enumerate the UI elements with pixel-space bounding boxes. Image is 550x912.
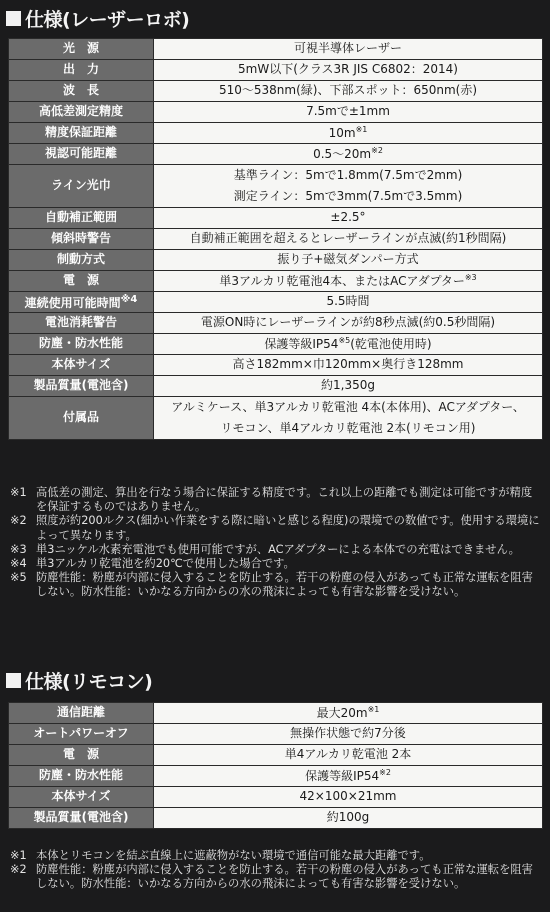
spec-row xyxy=(9,250,543,271)
spec-label-text: 本体サイズ xyxy=(51,357,111,372)
spec-row xyxy=(9,292,543,313)
spec-row xyxy=(9,102,543,123)
spec-value xyxy=(154,229,543,250)
spec-label-text: 防塵・防水性能 xyxy=(38,336,123,351)
spec-label-text: 精度保証距離 xyxy=(44,125,117,140)
spec-table-remote xyxy=(8,702,543,829)
spec-label-text: 製品質量(電池含) xyxy=(33,810,129,825)
spec-value-line: 測定ライン：5mで3mm(7.5mで3.5mm) xyxy=(233,189,463,203)
spec-value xyxy=(154,808,543,829)
spec-value xyxy=(154,745,543,766)
footnote-mark: ※2 xyxy=(10,514,27,528)
spec-row xyxy=(9,703,543,724)
spec-row xyxy=(9,334,543,355)
spec-label-text: 波 長 xyxy=(62,83,99,98)
spec-value-line: リモコン、単4アルカリ乾電池 2本(リモコン用) xyxy=(220,421,476,435)
spec-value-text: 自動補正範囲を超えるとレーザーラインが点滅(約1秒間隔) xyxy=(189,231,507,246)
footnote xyxy=(10,557,540,571)
spec-value-text: 約1,350g xyxy=(321,378,375,393)
spec-value xyxy=(154,60,543,81)
spec-label-text: 傾斜時警告 xyxy=(50,231,111,246)
spec-label xyxy=(9,39,154,60)
spec-value-text: 無操作状態で約7分後 xyxy=(290,726,406,741)
spec-label-text: 電池消耗警告 xyxy=(44,315,117,330)
spec-label-text: 製品質量(電池含) xyxy=(33,378,129,393)
spec-label xyxy=(9,397,154,440)
spec-value-line: アルミケース、単3アルカリ乾電池 4本(本体用)、ACアダプター、 xyxy=(171,400,525,414)
spec-label xyxy=(9,334,154,355)
footnote xyxy=(10,863,540,891)
spec-value xyxy=(154,355,543,376)
footnote-text: 本体とリモコンを結ぶ直線上に遮蔽物がない環境で通信可能な最大距離です。 xyxy=(36,849,431,862)
footnote xyxy=(10,486,540,514)
spec-value-text: 振り子+磁気ダンパー方式 xyxy=(277,252,419,267)
footnote xyxy=(10,849,540,863)
spec-value-footnote-ref: ※2 xyxy=(379,767,391,777)
spec-value-text: 7.5mで±1mm xyxy=(306,104,390,119)
spec-label xyxy=(9,745,154,766)
spec-label-text: 光 源 xyxy=(62,41,99,56)
spec-value-footnote-ref: ※5 xyxy=(338,335,351,345)
section-title-remote xyxy=(6,666,152,694)
spec-value xyxy=(154,376,543,397)
spec-value-text: 単3アルカリ乾電池4本、またはACアダプター xyxy=(219,273,465,288)
spec-label xyxy=(9,808,154,829)
spec-value-text: 510～538nm(緑)、下部スポット：650nm(赤) xyxy=(218,83,478,98)
spec-value-text: 単4アルカリ乾電池 2本 xyxy=(284,747,412,762)
section-title-laser-robo xyxy=(6,4,189,32)
spec-value-text: 電源ON時にレーザーラインが約8秒点滅(約0.5秒間隔) xyxy=(200,315,496,330)
spec-value xyxy=(154,787,543,808)
spec-value-text: 可視半導体レーザー xyxy=(293,41,402,56)
spec-row xyxy=(9,397,543,440)
spec-value xyxy=(154,334,543,355)
spec-value xyxy=(154,271,543,292)
spec-label-text: 付属品 xyxy=(62,410,99,425)
spec-label xyxy=(9,165,154,208)
footnotes-laser-robo xyxy=(10,486,540,600)
spec-row xyxy=(9,724,543,745)
spec-value-text: ±2.5° xyxy=(330,210,366,225)
spec-label xyxy=(9,208,154,229)
spec-value-footnote-ref: ※2 xyxy=(371,145,383,155)
spec-label xyxy=(9,229,154,250)
footnote xyxy=(10,571,540,599)
spec-value xyxy=(154,102,543,123)
spec-label-text: 電 源 xyxy=(62,747,99,762)
spec-label xyxy=(9,313,154,334)
spec-row xyxy=(9,123,543,144)
footnote-mark: ※4 xyxy=(10,557,27,571)
spec-row xyxy=(9,60,543,81)
footnote-text: 単3アルカリ乾電池を約20℃で使用した場合です。 xyxy=(36,557,295,571)
spec-table-laser-robo xyxy=(8,38,543,440)
spec-value-text: 0.5～20m xyxy=(313,146,372,161)
spec-value-text: 10m xyxy=(328,125,356,140)
footnote-text: 照度が約200ルクス(細かい作業をする際に暗いと感じる程度)の環境での数値です。使用する環境によって異なります。 xyxy=(36,514,540,542)
spec-value xyxy=(154,81,543,102)
spec-row xyxy=(9,355,543,376)
spec-value-text: 保護等級IP54 xyxy=(305,768,380,783)
spec-value xyxy=(154,39,543,60)
spec-value-text: 約100g xyxy=(326,810,370,825)
spec-label-text: 通信距離 xyxy=(56,705,105,720)
spec-value xyxy=(154,250,543,271)
spec-label xyxy=(9,355,154,376)
spec-row xyxy=(9,787,543,808)
section-title-text: 仕様(レーザーロボ) xyxy=(25,8,190,31)
footnote-text: 単3ニッケル水素充電池でも使用可能ですが、ACアダプターによる本体での充電はできません。 xyxy=(36,542,520,556)
footnote-mark: ※1 xyxy=(10,849,27,862)
spec-value-text: 5.5時間 xyxy=(326,294,370,309)
spec-value-footnote-ref: ※1 xyxy=(355,124,368,134)
spec-label xyxy=(9,123,154,144)
spec-label-text: オートパワーオフ xyxy=(33,726,129,741)
spec-label xyxy=(9,766,154,787)
spec-value-text: 高さ182mm×巾120mm×奥行き128mm xyxy=(232,357,464,372)
spec-value xyxy=(154,292,543,313)
footnote xyxy=(10,543,540,557)
footnote-text: 高低差の測定、算出を行なう場合に保証する精度です。これ以上の距離でも測定は可能ですが精度を保証するものではありません。 xyxy=(36,486,533,514)
spec-label xyxy=(9,703,154,724)
spec-value xyxy=(154,313,543,334)
spec-row xyxy=(9,313,543,334)
spec-row xyxy=(9,208,543,229)
spec-label-text: 視認可能距離 xyxy=(44,146,117,161)
spec-row xyxy=(9,808,543,829)
spec-value xyxy=(154,144,543,165)
spec-value xyxy=(154,724,543,745)
spec-value-footnote-ref: ※3 xyxy=(464,272,477,282)
spec-label-text: 自動補正範囲 xyxy=(44,210,117,225)
spec-label-text: 出 力 xyxy=(62,62,99,77)
spec-label-text: 連続使用可能時間 xyxy=(24,295,121,310)
spec-value xyxy=(154,123,543,144)
spec-row xyxy=(9,39,543,60)
footnote-mark: ※5 xyxy=(10,571,27,585)
spec-row xyxy=(9,376,543,397)
spec-label-footnote-ref: ※4 xyxy=(120,293,138,305)
spec-value-suffix: (乾電池使用時) xyxy=(350,336,432,351)
section-title-text: 仕様(リモコン) xyxy=(25,670,153,693)
spec-row xyxy=(9,81,543,102)
spec-label xyxy=(9,376,154,397)
spec-value xyxy=(154,397,543,440)
title-square-icon xyxy=(6,11,21,26)
spec-value xyxy=(154,165,543,208)
footnotes-remote xyxy=(10,849,540,892)
spec-label xyxy=(9,81,154,102)
spec-value xyxy=(154,703,543,724)
spec-label xyxy=(9,292,154,313)
spec-label-text: 防塵・防水性能 xyxy=(38,768,123,783)
spec-label-text: 高低差測定精度 xyxy=(38,104,123,119)
spec-value xyxy=(154,766,543,787)
spec-value xyxy=(154,208,543,229)
spec-value-text: 保護等級IP54 xyxy=(264,336,339,351)
footnote-text: 防塵性能：粉塵が内部に侵入することを防止する。若干の粉塵の侵入があっても正常な運転を阻害しない。防水性能：いかなる方向からの水の飛沫によっても有害な影響を受けない。 xyxy=(36,863,533,891)
footnote-mark: ※1 xyxy=(10,486,27,499)
spec-label xyxy=(9,250,154,271)
spec-value-text: 最大20m xyxy=(316,705,368,720)
footnote xyxy=(10,514,540,542)
spec-row xyxy=(9,144,543,165)
spec-label-text: 電 源 xyxy=(62,273,99,288)
spec-label-text: 本体サイズ xyxy=(51,789,111,804)
spec-label xyxy=(9,144,154,165)
spec-row xyxy=(9,165,543,208)
spec-value-line: 基準ライン：5mで1.8mm(7.5mで2mm) xyxy=(233,168,463,182)
spec-label xyxy=(9,60,154,81)
title-square-icon xyxy=(6,673,21,688)
spec-label xyxy=(9,271,154,292)
footnote-mark: ※2 xyxy=(10,863,27,877)
footnote-text: 防塵性能：粉塵が内部に侵入することを防止する。若干の粉塵の侵入があっても正常な運転を阻害しない。防水性能：いかなる方向からの水の飛沫によっても有害な影響を受けない。 xyxy=(36,571,533,599)
spec-row xyxy=(9,745,543,766)
spec-row xyxy=(9,229,543,250)
spec-row xyxy=(9,766,543,787)
spec-label-text: ライン光巾 xyxy=(51,178,111,193)
spec-label-text: 制動方式 xyxy=(56,252,105,267)
spec-value-text: 5mW以下(クラス3R JIS C6802：2014) xyxy=(238,62,458,77)
spec-value-text: 42×100×21mm xyxy=(299,789,397,804)
spec-row xyxy=(9,271,543,292)
spec-label xyxy=(9,102,154,123)
spec-label xyxy=(9,724,154,745)
spec-value-footnote-ref: ※1 xyxy=(367,704,380,714)
spec-label xyxy=(9,787,154,808)
footnote-mark: ※3 xyxy=(10,542,27,556)
